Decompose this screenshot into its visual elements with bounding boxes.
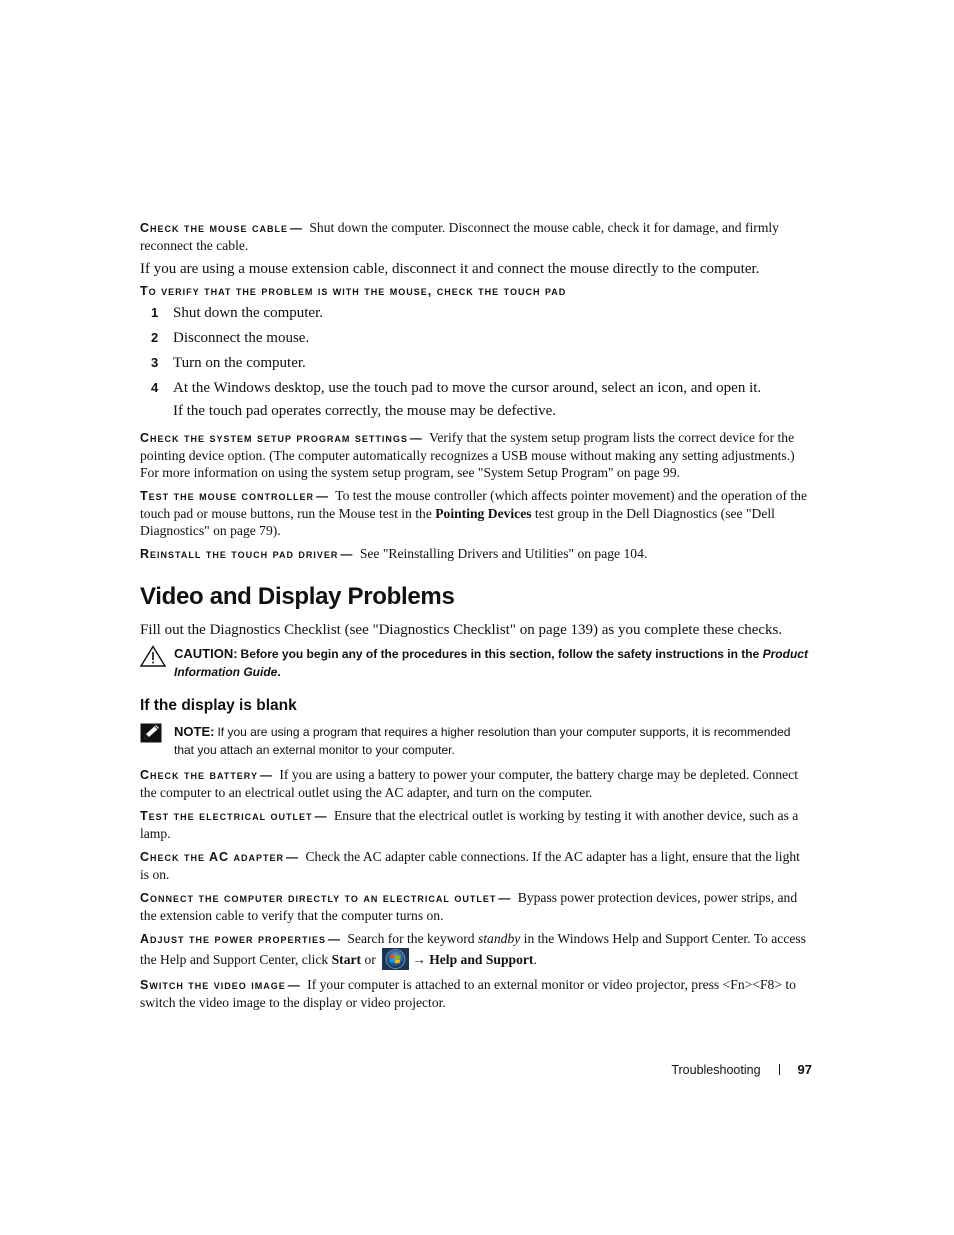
touchpad-check-heading: To verify that the problem is with the mouse, check the touch pad [140, 284, 567, 298]
mouse-cable-paragraph [140, 219, 812, 254]
ac-adapter-paragraph [140, 848, 812, 883]
direct-outlet-text: Bypass power protection devices, power strips, and the extension cable to verify that the computer turns on. [140, 890, 798, 923]
touchpad-steps-list [140, 304, 812, 397]
dash: — [286, 850, 299, 864]
switch-video-text: If your computer is attached to an external monitor or video projector, press <Fn><F8> to switch the video image to the display or video projector. [140, 977, 796, 1010]
mouse-cable-text: Shut down the computer. Disconnect the mouse cable, check it for damage, and firmly reconnect the cable. [140, 220, 779, 253]
step-number: 2 [151, 330, 159, 345]
section-title: Video and Display Problems [140, 583, 455, 610]
step-text: At the Windows desktop, use the touch pad to move the cursor around, select an icon, and open it. [173, 380, 762, 396]
dash: — [327, 932, 340, 946]
note-label: NOTE: [174, 724, 215, 739]
ac-adapter-heading: Check the AC adapter [140, 850, 285, 864]
step-text: Turn on the computer. [173, 355, 306, 371]
arrow-glyph: → [412, 952, 426, 967]
page-number: 97 [797, 1062, 812, 1077]
switch-video-paragraph [140, 976, 812, 1011]
power-properties-heading: Adjust the power properties [140, 932, 326, 946]
direct-outlet-heading: Connect the computer directly to an electrical outlet [140, 891, 497, 905]
switch-video-heading: Switch the video image [140, 978, 286, 992]
reinstall-driver-paragraph [140, 545, 812, 563]
pointing-devices-label: Pointing Devices [435, 506, 532, 521]
mouse-controller-paragraph [140, 487, 812, 539]
note-body: If you are using a program that requires a higher resolution than your computer supports, it is recommended that you attach an external monitor to your computer. [174, 725, 791, 757]
mouse-controller-text-a: To test the mouse controller (which affects pointer movement) and the operation of the touch pad or mouse buttons, run the Mouse test in the [140, 488, 808, 521]
footer-section-name: Troubleshooting [671, 1063, 761, 1077]
windows-start-icon [382, 948, 409, 970]
outlet-heading: Test the electrical outlet [140, 809, 313, 823]
standby-keyword: standby [477, 931, 521, 946]
dash: — [287, 978, 300, 992]
extension-cable-paragraph: If you are using a mouse extension cable, disconnect it and connect the mouse directly to the computer. [140, 261, 760, 277]
step-text: Shut down the computer. [173, 305, 323, 321]
list-item [140, 329, 812, 347]
help-and-support-label: Help and Support [429, 952, 534, 967]
battery-text: If you are using a battery to power your computer, the battery charge may be depleted. Connect the computer to an electrical outlet using the AC adapter, and turn on the computer. [140, 767, 798, 800]
product-information-guide: Product Information Guide [174, 647, 808, 679]
note-box [140, 723, 812, 759]
mouse-controller-text-b: test group in the Dell Diagnostics (see "Dell Diagnostics" on page 79). [140, 506, 775, 538]
or-text: or [361, 952, 380, 967]
page-content [140, 219, 812, 1017]
mouse-cable-heading: Check the mouse cable [140, 221, 288, 235]
subsection-title: If the display is blank [140, 697, 297, 714]
page-footer [140, 1062, 812, 1077]
dash: — [316, 489, 329, 503]
outlet-text: Ensure that the electrical outlet is working by testing it with another device, such as a lamp. [140, 808, 799, 841]
mouse-controller-heading: Test the mouse controller [140, 489, 315, 503]
battery-paragraph [140, 766, 812, 801]
warning-triangle-icon [140, 645, 174, 681]
dash: — [259, 768, 272, 782]
step-number: 3 [151, 355, 159, 370]
list-item [140, 379, 812, 397]
list-item [140, 354, 812, 372]
list-item [140, 304, 812, 322]
step-number: 1 [151, 305, 159, 320]
start-label: Start [331, 952, 362, 967]
setup-settings-paragraph [140, 429, 812, 481]
footer-divider [779, 1064, 780, 1075]
battery-heading: Check the battery [140, 768, 258, 782]
pencil-note-icon [140, 723, 174, 759]
video-intro: Fill out the Diagnostics Checklist (see "Diagnostics Checklist" on page 139) as you complete these checks. [140, 622, 783, 638]
caution-box [140, 645, 812, 681]
setup-settings-text: Verify that the system setup program lists the correct device for the pointing device option. (The computer automatically recognizes a USB mouse without making any setting adjustments.) For more information on using the system setup program, see "System Setup Program" on page 99. [140, 430, 795, 480]
outlet-paragraph [140, 807, 812, 842]
step-number: 4 [151, 380, 159, 395]
dash: — [314, 809, 327, 823]
power-properties-end: . [533, 952, 537, 967]
power-properties-paragraph [140, 930, 812, 970]
ac-adapter-text: Check the AC adapter cable connections. If the AC adapter has a light, ensure that the light is on. [140, 849, 800, 882]
caution-end: . [277, 664, 281, 679]
reinstall-driver-heading: Reinstall the touch pad driver [140, 547, 339, 561]
dash: — [340, 547, 353, 561]
caution-text [174, 645, 812, 681]
setup-settings-heading: Check the system setup program settings [140, 431, 408, 445]
dash: — [289, 221, 302, 235]
note-text [174, 723, 812, 759]
dash: — [409, 431, 422, 445]
direct-outlet-paragraph [140, 889, 812, 924]
power-properties-text-b: in the Windows Help and Support Center. To access the Help and Support Center, click [140, 931, 806, 967]
dash: — [498, 891, 511, 905]
reinstall-driver-text: See "Reinstalling Drivers and Utilities" on page 104. [359, 546, 648, 561]
caution-label: CAUTION: [174, 646, 238, 661]
step-text: Disconnect the mouse. [173, 330, 310, 346]
power-properties-text-a: Search for the keyword [347, 931, 478, 946]
step-followup: If the touch pad operates correctly, the mouse may be defective. [173, 403, 557, 419]
caution-body: Before you begin any of the procedures in this section, follow the safety instructions in the [240, 647, 763, 661]
